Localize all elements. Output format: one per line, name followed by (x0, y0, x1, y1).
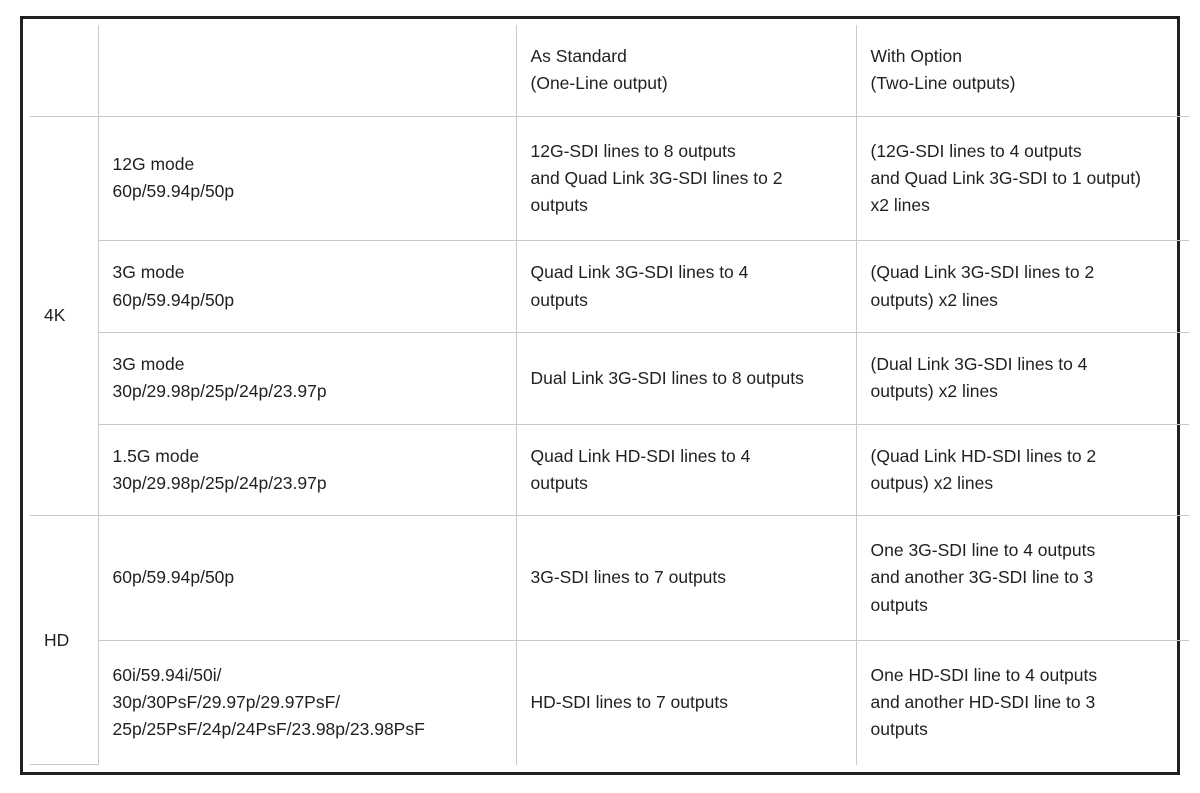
standard-line: Quad Link 3G-SDI lines to 4 (530, 262, 749, 283)
option-line: x2 lines (870, 194, 930, 215)
mode-cell (98, 116, 516, 241)
mode-line: 3G mode (112, 354, 185, 375)
option-line: One HD-SDI line to 4 outputs (870, 665, 1098, 685)
header-with-option-line2: (Two-Line outputs) (870, 73, 1016, 94)
mode-line: 60i/59.94i/50i/ (112, 665, 222, 685)
table-row (30, 424, 1189, 516)
standard-cell (516, 241, 856, 333)
mode-line: 30p/29.98p/25p/24p/23.97p (112, 472, 327, 493)
table-row (30, 516, 1189, 641)
option-line: (Quad Link 3G-SDI lines to 2 (870, 262, 1095, 283)
header-as-standard (516, 25, 856, 116)
option-cell (856, 424, 1189, 516)
table-header-row (30, 25, 1189, 116)
header-with-option-line1: With Option (870, 46, 962, 67)
mode-line: 1.5G mode (112, 445, 200, 466)
standard-cell (516, 424, 856, 516)
standard-line: outputs (530, 472, 588, 493)
table-frame (20, 16, 1180, 775)
standard-cell (516, 332, 856, 424)
standard-line: Quad Link HD-SDI lines to 4 (530, 445, 751, 466)
standard-line: and Quad Link 3G-SDI lines to 2 (530, 167, 783, 188)
standard-line: Dual Link 3G-SDI lines to 8 outputs (530, 367, 804, 388)
mode-line: 60p/59.94p/50p (112, 289, 235, 310)
header-blank-mode (98, 25, 516, 116)
mode-cell (98, 332, 516, 424)
mode-cell (98, 640, 516, 764)
option-cell (856, 640, 1189, 764)
option-line: and Quad Link 3G-SDI to 1 output) (870, 167, 1141, 188)
standard-cell (516, 516, 856, 641)
option-line: (Dual Link 3G-SDI lines to 4 (870, 354, 1088, 375)
header-as-standard-line1: As Standard (530, 46, 627, 67)
option-cell (856, 332, 1189, 424)
standard-cell (516, 116, 856, 241)
mode-cell (98, 424, 516, 516)
standard-line: outputs (530, 289, 588, 310)
header-as-standard-line2: (One-Line output) (530, 73, 668, 94)
mode-line: 12G mode (112, 154, 195, 175)
mode-line: 60p/59.94p/50p (112, 181, 235, 202)
sdi-output-specification-table (30, 25, 1189, 765)
table-row (30, 116, 1189, 241)
option-line: and another HD-SDI line to 3 (870, 692, 1096, 713)
option-cell (856, 516, 1189, 641)
option-cell (856, 116, 1189, 241)
mode-line: 3G mode (112, 262, 185, 283)
option-line: outpus) x2 lines (870, 472, 994, 493)
option-line: outputs) x2 lines (870, 289, 998, 310)
header-blank-group (30, 25, 98, 116)
table-row (30, 332, 1189, 424)
standard-line: outputs (530, 194, 588, 215)
option-line: outputs (870, 594, 928, 615)
mode-line: 60p/59.94p/50p (112, 567, 235, 588)
group-label-hd: HD (30, 516, 98, 765)
table-row (30, 640, 1189, 764)
option-line: One 3G-SDI line to 4 outputs (870, 540, 1096, 561)
standard-line: 12G-SDI lines to 8 outputs (530, 140, 736, 161)
mode-cell (98, 241, 516, 333)
option-line: (Quad Link HD-SDI lines to 2 (870, 445, 1097, 466)
mode-line: 25p/25PsF/24p/24PsF/23.98p/23.98PsF (112, 719, 425, 740)
standard-cell (516, 640, 856, 764)
header-with-option (856, 25, 1189, 116)
option-line: and another 3G-SDI line to 3 (870, 567, 1094, 588)
mode-line: 30p/30PsF/29.97p/29.97PsF/ (112, 692, 341, 713)
option-line: outputs) x2 lines (870, 381, 998, 402)
mode-cell (98, 516, 516, 641)
group-label-4k: 4K (30, 116, 98, 516)
standard-line: 3G-SDI lines to 7 outputs (530, 567, 727, 588)
option-cell (856, 241, 1189, 333)
option-line: outputs (870, 719, 928, 740)
mode-line: 30p/29.98p/25p/24p/23.97p (112, 381, 327, 402)
option-line: (12G-SDI lines to 4 outputs (870, 140, 1082, 161)
table-row (30, 241, 1189, 333)
standard-line: HD-SDI lines to 7 outputs (530, 692, 728, 713)
